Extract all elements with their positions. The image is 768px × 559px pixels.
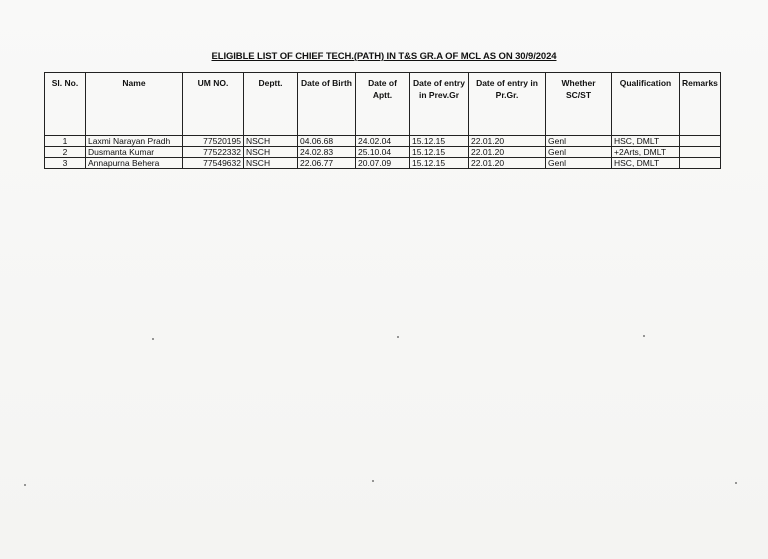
header-date-entry-prev-gr: Date of entry in Prev.Gr [410, 73, 469, 136]
header-date-of-aptt: Date of Aptt. [356, 73, 410, 136]
cell-sc-st: Genl [546, 147, 612, 158]
cell-sc-st: Genl [546, 158, 612, 169]
scan-speck [152, 338, 154, 340]
table-row [45, 136, 721, 147]
cell-name: Annapurna Behera [86, 158, 183, 169]
header-sc-st: Whether SC/ST [546, 73, 612, 136]
cell-date-entry-prev-gr: 15.12.15 [410, 147, 469, 158]
table-row [45, 147, 721, 158]
cell-name: Dusmanta Kumar [86, 147, 183, 158]
cell-deptt: NSCH [244, 136, 298, 147]
cell-um-no: 77520195 [183, 136, 244, 147]
cell-date-of-aptt: 20.07.09 [356, 158, 410, 169]
cell-remarks [680, 136, 721, 147]
cell-qualification: HSC, DMLT [612, 136, 680, 147]
cell-sc-st: Genl [546, 136, 612, 147]
header-qualification: Qualification [612, 73, 680, 136]
cell-name: Laxmi Narayan Pradh [86, 136, 183, 147]
header-date-entry-pr-gr: Date of entry in Pr.Gr. [469, 73, 546, 136]
cell-sl-no: 3 [45, 158, 86, 169]
document-title-text: ELIGIBLE LIST OF CHIEF TECH.(PATH) IN T&S GR.A OF MCL AS ON 30/9/2024 [211, 51, 557, 62]
cell-date-entry-pr-gr: 22.01.20 [469, 147, 546, 158]
cell-date-entry-pr-gr: 22.01.20 [469, 136, 546, 147]
cell-date-of-birth: 04.06.68 [298, 136, 356, 147]
cell-remarks [680, 158, 721, 169]
header-date-of-birth: Date of Birth [298, 73, 356, 136]
scan-speck [397, 336, 399, 338]
cell-deptt: NSCH [244, 158, 298, 169]
eligible-list-table [44, 72, 721, 169]
cell-qualification: HSC, DMLT [612, 158, 680, 169]
cell-qualification: +2Arts, DMLT [612, 147, 680, 158]
cell-date-entry-pr-gr: 22.01.20 [469, 158, 546, 169]
table-row [45, 158, 721, 169]
header-deptt: Deptt. [244, 73, 298, 136]
cell-deptt: NSCH [244, 147, 298, 158]
cell-date-of-birth: 22.06.77 [298, 158, 356, 169]
cell-um-no: 77522332 [183, 147, 244, 158]
cell-um-no: 77549632 [183, 158, 244, 169]
cell-date-entry-prev-gr: 15.12.15 [410, 158, 469, 169]
scan-speck [24, 484, 26, 486]
scan-speck [643, 335, 645, 337]
cell-remarks [680, 147, 721, 158]
header-remarks: Remarks [680, 73, 721, 136]
header-name: Name [86, 73, 183, 136]
table-header-row [45, 73, 721, 136]
cell-sl-no: 2 [45, 147, 86, 158]
document-title [0, 51, 768, 62]
cell-date-of-birth: 24.02.83 [298, 147, 356, 158]
header-sl-no: Sl. No. [45, 73, 86, 136]
cell-sl-no: 1 [45, 136, 86, 147]
scan-speck [735, 482, 737, 484]
cell-date-entry-prev-gr: 15.12.15 [410, 136, 469, 147]
cell-date-of-aptt: 25.10.04 [356, 147, 410, 158]
header-um-no: UM NO. [183, 73, 244, 136]
scan-speck [372, 480, 374, 482]
cell-date-of-aptt: 24.02.04 [356, 136, 410, 147]
